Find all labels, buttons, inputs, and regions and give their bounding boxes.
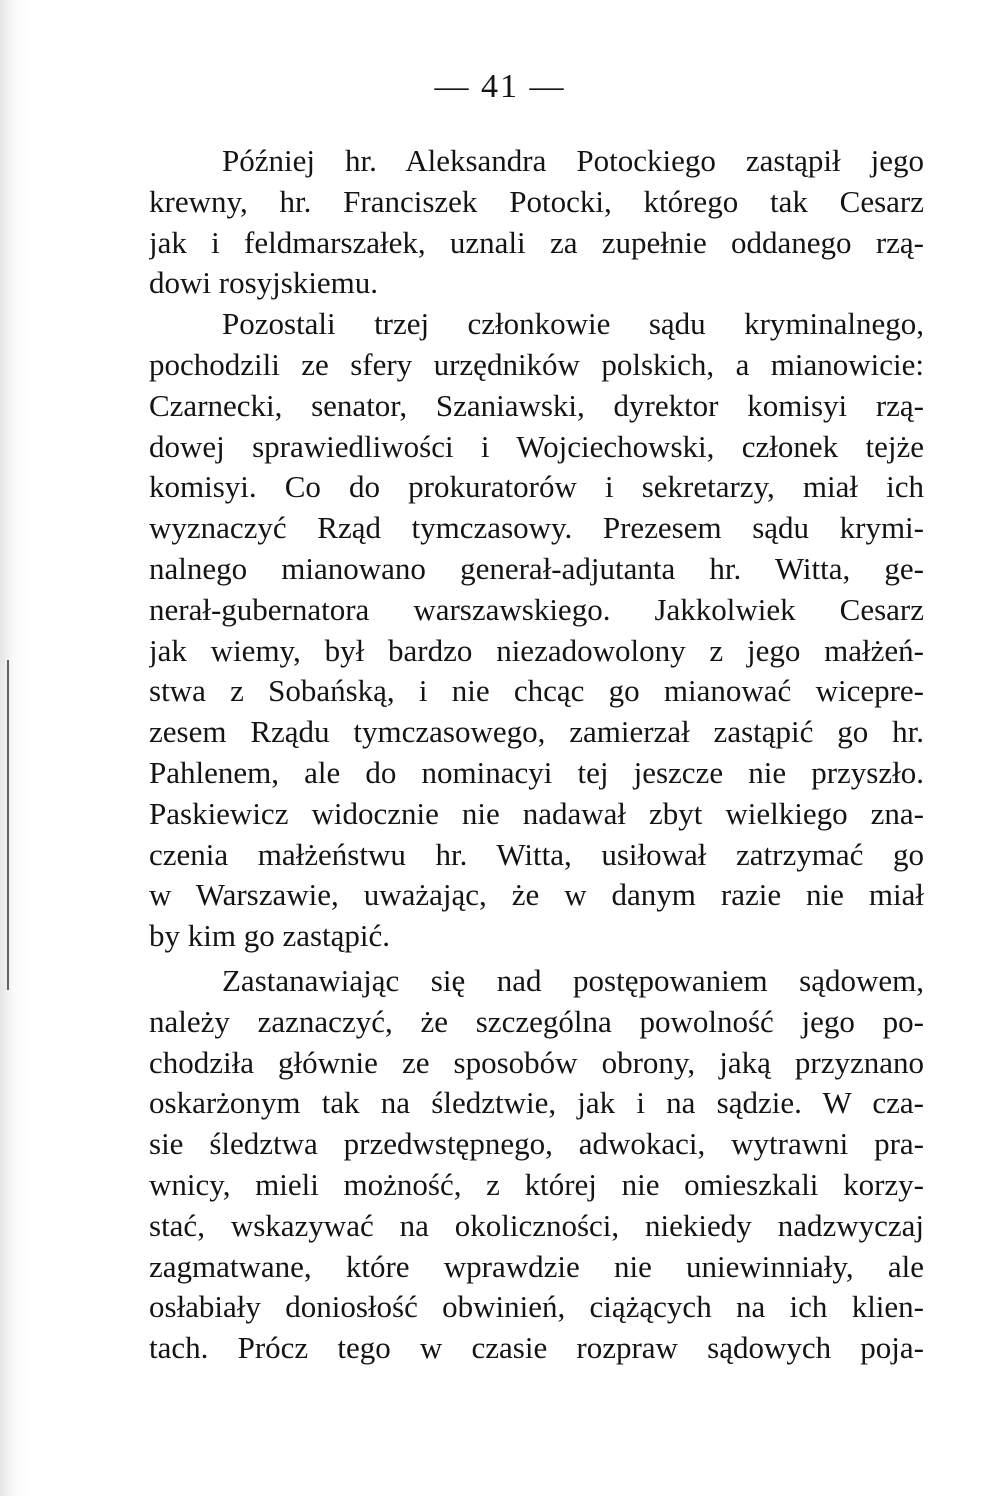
text-line: Zastanawiając się nad postępowaniem sądowem, xyxy=(222,962,924,998)
text-line: nalnego mianowano generał-adjutanta hr. Witta, ge- xyxy=(149,550,924,586)
binding-edge-mark xyxy=(7,660,9,990)
paragraph xyxy=(149,304,924,957)
text-line: oskarżonym tak na śledztwie, jak i na sądzie. W cza- xyxy=(149,1085,924,1121)
text-line: zagmatwane, które wprawdzie nie uniewinniały, ale xyxy=(149,1248,924,1284)
page-edge-shadow xyxy=(0,0,32,1496)
text-line: jak i feldmarszałek, uznali za zupełnie oddanego rzą- xyxy=(149,224,924,260)
text-line: nerał-gubernatora warszawskiego. Jakkolwiek Cesarz xyxy=(149,591,924,627)
text-line: Paskiewicz widocznie nie nadawał zbyt wielkiego zna- xyxy=(149,795,924,831)
paragraph xyxy=(149,961,924,1369)
text-line: jak wiemy, był bardzo niezadowolony z jego małżeń- xyxy=(149,632,924,668)
text-line: dowej sprawiedliwości i Wojciechowski, członek tejże xyxy=(149,428,924,464)
text-line: dowi rosyjskiemu. xyxy=(149,265,379,301)
page-number: — 41 — xyxy=(434,68,566,105)
text-line: czenia małżeństwu hr. Witta, usiłował zatrzymać go xyxy=(149,836,924,872)
text-line: krewny, hr. Franciszek Potocki, którego tak Cesarz xyxy=(149,183,924,219)
text-line: komisyi. Co do prokuratorów i sekretarzy, miał ich xyxy=(149,469,924,505)
text-line: Pozostali trzej członkowie sądu kryminalnego, xyxy=(222,306,924,342)
text-line: zesem Rządu tymczasowego, zamierzał zastąpić go hr. xyxy=(149,714,924,750)
body-text xyxy=(149,141,924,1369)
text-line: osłabiały doniosłość obwinień, ciążących na ich klien- xyxy=(149,1289,924,1325)
text-line: stać, wskazywać na okoliczności, niekiedy nadzwyczaj xyxy=(149,1207,924,1243)
text-line: pochodzili ze sfery urzędników polskich, a mianowicie: xyxy=(149,346,924,382)
text-line: tach. Prócz tego w czasie rozpraw sądowych poja- xyxy=(149,1330,924,1366)
text-line: sie śledztwa przedwstępnego, adwokaci, wytrawni pra- xyxy=(149,1126,924,1162)
text-line: należy zaznaczyć, że szczególna powolność jego po- xyxy=(149,1003,924,1039)
text-line: stwa z Sobańską, i nie chcąc go mianować wicepre- xyxy=(149,673,924,709)
text-line: Później hr. Aleksandra Potockiego zastąpił jego xyxy=(222,143,924,178)
text-line: wnicy, mieli możność, z której nie omieszkali korzy- xyxy=(149,1166,924,1202)
text-line: wyznaczyć Rząd tymczasowy. Prezesem sądu krymi- xyxy=(149,510,924,546)
text-line: Pahlenem, ale do nominacyi tej jeszcze nie przyszło. xyxy=(149,754,924,790)
text-line: w Warszawie, uważając, że w danym razie nie miał xyxy=(149,877,924,913)
text-line: by kim go zastąpić. xyxy=(149,918,391,954)
paragraph xyxy=(149,141,924,304)
text-line: chodziła głównie ze sposobów obrony, jaką przyznano xyxy=(149,1044,924,1080)
text-line: Czarnecki, senator, Szaniawski, dyrektor komisyi rzą- xyxy=(149,387,924,423)
